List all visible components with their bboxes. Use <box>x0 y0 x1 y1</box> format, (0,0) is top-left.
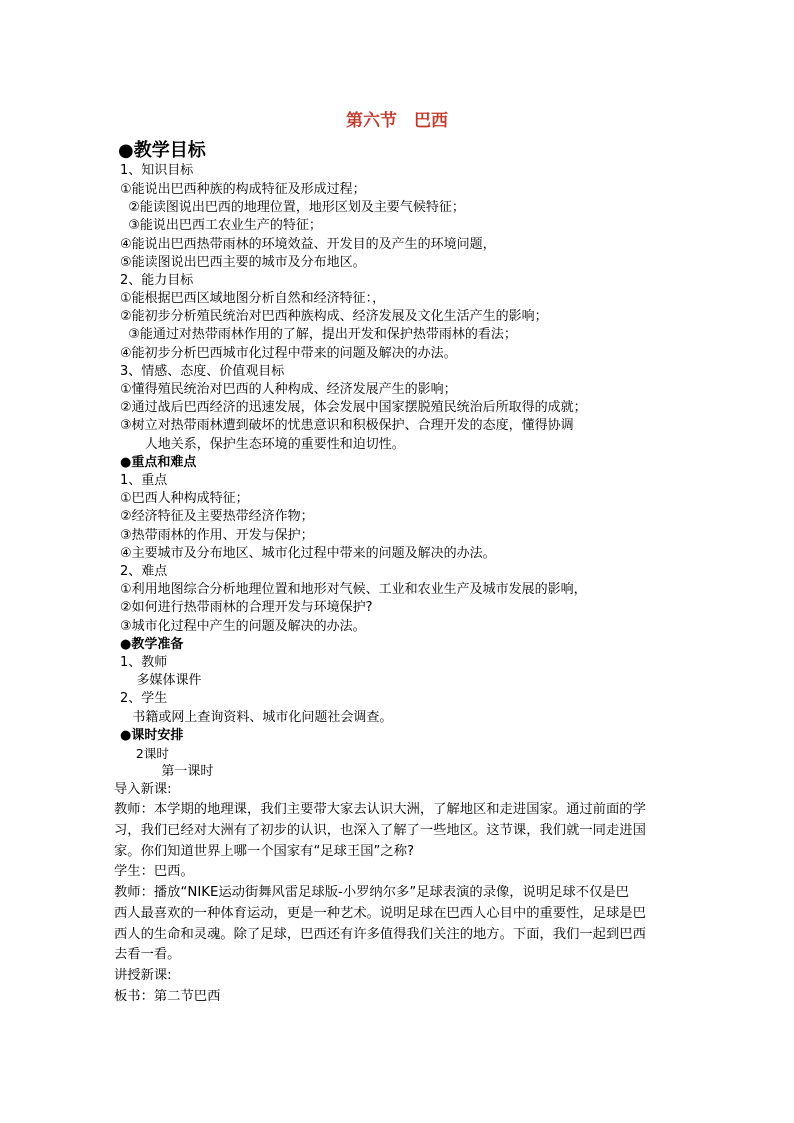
knowledge-goals-label: 1、知识目标 <box>120 163 194 178</box>
section-heading-preparation: ●教学准备 <box>120 637 184 652</box>
ability-goals-label: 2、能力目标 <box>120 273 194 288</box>
ability-goal-item: ①能根据巴西区域地图分析自然和经济特征：， <box>120 291 386 306</box>
student-item: 书籍或网上查询资料、城市化问题社会调查。 <box>120 710 393 725</box>
attitude-goals-label: 3、情感、态度、价值观目标 <box>120 364 285 379</box>
teacher-label: 1、教师 <box>120 655 168 670</box>
key-point-item: ①巴西人种构成特征； <box>120 491 249 506</box>
lesson-line: 去看一看。 <box>114 947 181 962</box>
attitude-goal-item: ①懂得殖民统治对巴西的人种构成、经济发展产生的影响； <box>120 382 457 397</box>
ability-goal-item: ④能初步分析巴西城市化过程中带来的问题及解决的办法。 <box>120 346 457 361</box>
lesson-line: 习，我们已经对大洲有了初步的认识，也深入了解了一些地区。这节课，我们就一同走进国 <box>114 823 646 838</box>
schedule-hours: 2课时 <box>120 746 169 761</box>
section-heading-key-points: ●重点和难点 <box>120 455 197 470</box>
lesson-line: 西人的生命和灵魂。除了足球，巴西还有许多值得我们关注的地方。下面，我们一起到巴西 <box>114 927 646 942</box>
knowledge-goal-item: ⑤能读图说出巴西主要的城市及分布地区。 <box>120 255 366 270</box>
lesson-line: 教师：播放“NIKE运动街舞风雷足球版-小罗纳尔多”足球表演的录像，说明足球不仅是巴 <box>114 885 629 900</box>
key-point-item: ③热带雨林的作用、开发与保护； <box>120 528 314 543</box>
difficult-point-item: ③城市化过程中产生的问题及解决的办法。 <box>120 619 366 634</box>
attitude-goal-item: 人地关系，保护生态环境的重要性和迫切性。 <box>120 437 405 452</box>
knowledge-goal-item: ④能说出巴西热带雨林的环境效益、开发目的及产生的环境问题， <box>120 237 496 252</box>
intro-label: 导入新课: <box>114 782 172 797</box>
difficult-points-label: 2、难点 <box>120 564 168 579</box>
key-point-item: ④主要城市及分布地区、城市化过程中带来的问题及解决的办法。 <box>120 546 496 561</box>
lesson-line: 西人最喜欢的一种体育运动，更是一种艺术。说明足球在巴西人心目中的重要性，足球是巴 <box>114 906 646 921</box>
lesson-line: 教师：本学期的地理课，我们主要带大家去认识大洲，了解地区和走进国家。通过前面的学 <box>114 802 646 817</box>
schedule-first-lesson: 第一课时 <box>120 764 214 779</box>
page-title: 第六节 巴西 <box>346 111 448 131</box>
section-heading-schedule: ●课时安排 <box>120 728 184 743</box>
teacher-item: 多媒体课件 <box>120 673 202 688</box>
knowledge-goal-item: ②能读图说出巴西的地理位置，地形区划及主要气候特征； <box>120 200 465 215</box>
lesson-line: 学生：巴西。 <box>114 864 194 879</box>
difficult-point-item: ②如何进行热带雨林的合理开发与环境保护? <box>120 600 373 615</box>
lesson-line: 讲授新课: <box>114 968 172 983</box>
key-point-item: ②经济特征及主要热带经济作物； <box>120 509 314 524</box>
lesson-line: 家。你们知道世界上哪一个国家有“足球王国”之称? <box>114 844 415 859</box>
knowledge-goal-item: ③能说出巴西工农业生产的特征； <box>120 218 322 233</box>
section-heading-teaching-goals: ●教学目标 <box>118 140 206 161</box>
lesson-line: 板书：第二节巴西 <box>114 989 221 1004</box>
attitude-goal-item: ②通过战后巴西经济的迅速发展，体会发展中国家摆脱殖民统治后所取得的成就； <box>120 400 587 415</box>
ability-goal-item: ③能通过对热带雨林作用的了解，提出开发和保护热带雨林的看法； <box>120 327 517 342</box>
difficult-point-item: ①利用地图综合分析地理位置和地形对气候、工业和农业生产及城市发展的影响， <box>120 582 587 597</box>
ability-goal-item: ②能初步分析殖民统治对巴西种族构成、经济发展及文化生活产生的影响； <box>120 309 548 324</box>
attitude-goal-item: ③树立对热带雨林遭到破坏的忧患意识和积极保护、合理开发的态度，懂得协调 <box>120 418 574 433</box>
student-label: 2、学生 <box>120 691 168 706</box>
knowledge-goal-item: ①能说出巴西种族的构成特征及形成过程； <box>120 182 366 197</box>
key-points-label: 1、重点 <box>120 473 168 488</box>
